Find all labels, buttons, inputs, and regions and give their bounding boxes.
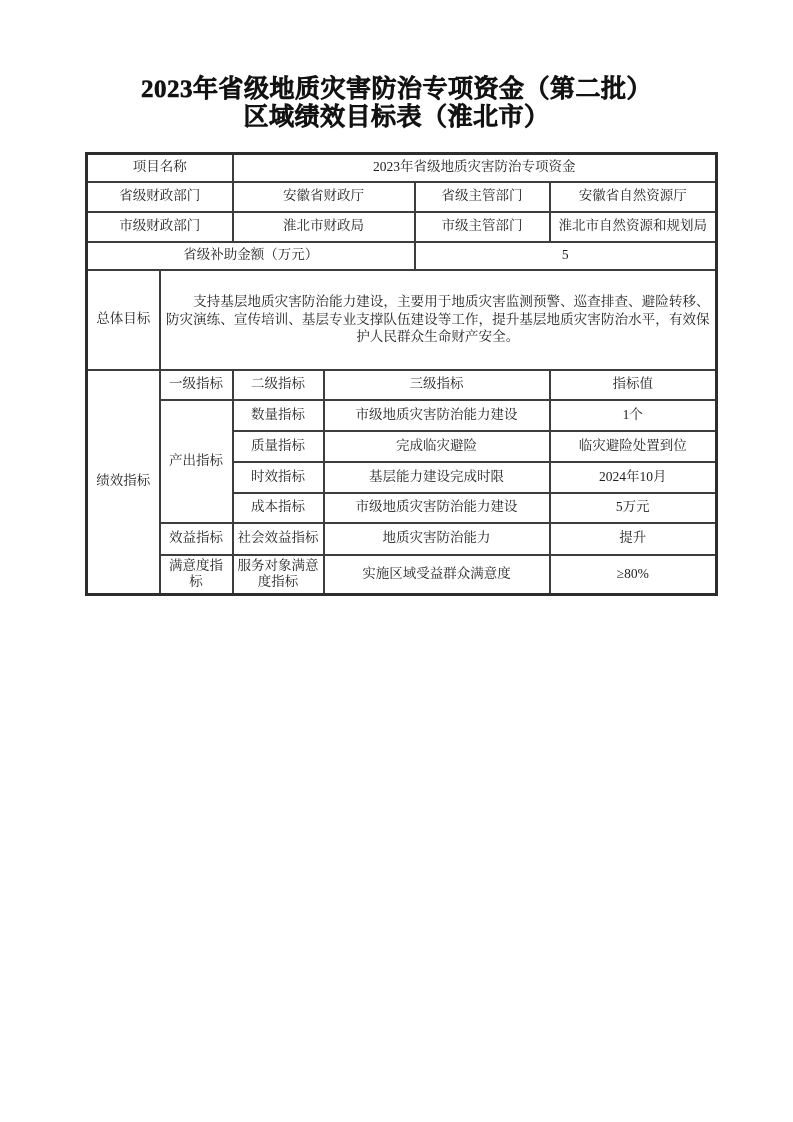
project-name-value: 2023年省级地质灾害防治专项资金 [233,154,717,182]
table-row [87,400,717,431]
document-title [0,76,793,132]
overall-goal-cell [160,270,717,370]
group-benefit-label: 效益指标 [160,523,233,555]
subsidy-value: 5 [415,242,717,270]
indicator-value: 临灾避险处置到位 [550,431,717,462]
indicator-l3: 市级地质灾害防治能力建设 [324,493,550,523]
municipal-competent-value: 淮北市自然资源和规划局 [550,212,717,242]
indicators-section-label: 绩效指标 [87,370,160,595]
indicator-l2: 服务对象满意度指标 [233,555,324,595]
indicator-l3: 市级地质灾害防治能力建设 [324,400,550,431]
municipal-competent-label: 市级主管部门 [415,212,550,242]
table-row [87,182,717,212]
group-satisfaction-label: 满意度指标 [160,555,233,595]
header-level2: 二级指标 [233,370,324,400]
indicator-value: ≥80% [550,555,717,595]
subsidy-label: 省级补助金额（万元） [87,242,415,270]
indicator-l3: 基层能力建设完成时限 [324,462,550,493]
table-row [87,242,717,270]
table-row [87,154,717,182]
header-level3: 三级指标 [324,370,550,400]
table-row [87,212,717,242]
document-title-line-2: 区域绩效目标表（淮北市） [243,104,550,131]
municipal-finance-value: 淮北市财政局 [233,212,415,242]
indicator-value: 1个 [550,400,717,431]
project-name-label: 项目名称 [87,154,233,182]
indicator-value: 提升 [550,523,717,555]
performance-target-table [85,152,718,596]
group-output-label: 产出指标 [160,400,233,523]
indicator-l2: 质量指标 [233,431,324,462]
municipal-finance-label: 市级财政部门 [87,212,233,242]
indicator-l3: 完成临灾避险 [324,431,550,462]
overall-goal-label: 总体目标 [87,270,160,370]
provincial-finance-label: 省级财政部门 [87,182,233,212]
provincial-competent-label: 省级主管部门 [415,182,550,212]
indicator-l2: 时效指标 [233,462,324,493]
provincial-competent-value: 安徽省自然资源厅 [550,182,717,212]
document-title-line-1: 2023年省级地质灾害防治专项资金（第二批） [140,76,652,103]
overall-goal-text: 支持基层地质灾害防治能力建设，主要用于地质灾害监测预警、巡查排查、避险转移、防灾演练、宣传培训、基层专业支撑队伍建设等工作，提升基层地质灾害防治水平，有效保护人民群众生命财产安全。 [165,294,710,345]
table-row [87,523,717,555]
header-level1: 一级指标 [160,370,233,400]
indicator-l2: 社会效益指标 [233,523,324,555]
indicator-l2: 数量指标 [233,400,324,431]
provincial-finance-value: 安徽省财政厅 [233,182,415,212]
table-row [87,270,717,370]
indicator-l3: 地质灾害防治能力 [324,523,550,555]
table-row [87,370,717,400]
header-value: 指标值 [550,370,717,400]
table-row [87,555,717,595]
indicator-l3: 实施区域受益群众满意度 [324,555,550,595]
indicator-value: 2024年10月 [550,462,717,493]
indicator-value: 5万元 [550,493,717,523]
indicator-l2: 成本指标 [233,493,324,523]
